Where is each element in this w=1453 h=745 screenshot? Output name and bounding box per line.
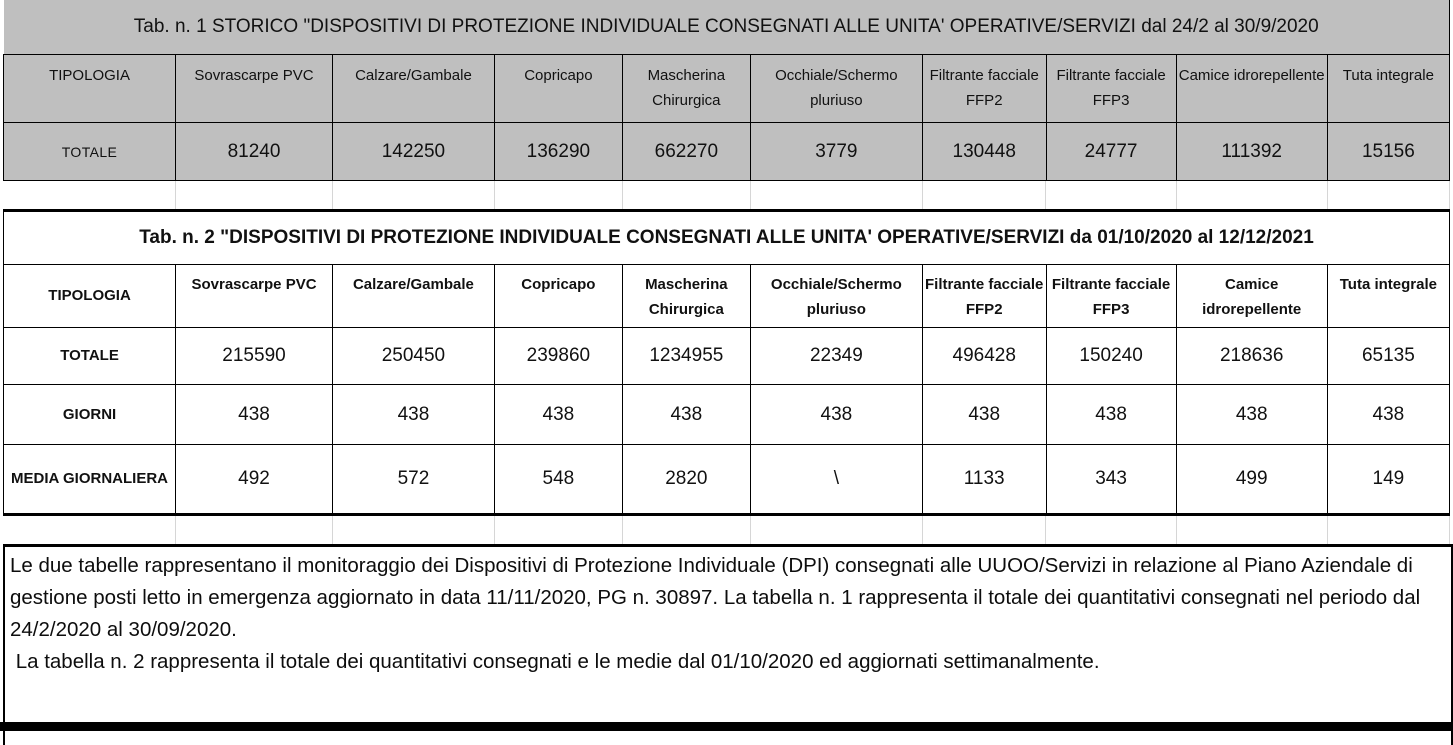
table2-value-cell: 215590 [176,328,333,385]
table2-value-cell: 1133 [922,445,1046,515]
table1-totale-row [4,123,1450,181]
table2-header-row [4,265,1450,328]
table1-value-cell: 662270 [622,123,750,181]
table2-value-cell: 548 [494,445,622,515]
table2-totale-row [4,328,1450,385]
table2-value-cell: 239860 [494,328,622,385]
spacer-row [3,181,1450,209]
table1-header-occhiale: Occhiale/Schermo pluriuso [750,55,922,123]
table2-value-cell: 492 [176,445,333,515]
table2-value-cell: 438 [622,385,750,445]
notes-paragraph-2: La tabella n. 2 rappresenta il totale dei quantitativi consegnati e le medie dal 01/10/2020 ed aggiornati settimanalmente. [10,649,1100,673]
table1-value-cell: 142250 [332,123,494,181]
table2-header-mascherina: Mascherina Chirurgica [622,265,750,328]
table2-value-cell: 496428 [922,328,1046,385]
table2-value-cell: 438 [176,385,333,445]
table1-header-mascherina: Mascherina Chirurgica [622,55,750,123]
table1-value-cell: 3779 [750,123,922,181]
table2-row-label: MEDIA GIORNALIERA [4,445,176,515]
table2-header-ffp3: Filtrante facciale FFP3 [1046,265,1176,328]
table1-header-tuta: Tuta integrale [1327,55,1449,123]
table2-media-row [4,445,1450,515]
table1-header-sovrascarpe: Sovrascarpe PVC [176,55,333,123]
table1-value-cell: 136290 [494,123,622,181]
table2-value-cell: 22349 [750,328,922,385]
table1-value-cell: 15156 [1327,123,1449,181]
table1-value-cell: 130448 [922,123,1046,181]
table1-value-cell: 111392 [1176,123,1327,181]
table1-header-copricapo: Copricapo [494,55,622,123]
table2-value-cell: 499 [1176,445,1327,515]
table2-title: Tab. n. 2 "DISPOSITIVI DI PROTEZIONE INDIVIDUALE CONSEGNATI ALLE UNITA' OPERATIVE/SERVIZI da 01/10/2020 al 12/12/2021 [4,211,1450,265]
table2-value-cell: 438 [750,385,922,445]
table2-value-cell: 150240 [1046,328,1176,385]
table2-value-cell: 438 [1046,385,1176,445]
table1-header-camice: Camice idrorepellente [1176,55,1327,123]
spacer-cells [3,181,1450,209]
table1-value-cell: 24777 [1046,123,1176,181]
table2-row-label: TOTALE [4,328,176,385]
table2-value-cell: 438 [922,385,1046,445]
table-2-corrente [3,209,1450,516]
table2-title-row [4,211,1450,265]
table2-row-label: GIORNI [4,385,176,445]
spacer-cells [3,516,1450,544]
notes-box [3,544,1453,745]
bottom-border-bar [0,722,1453,731]
table2-value-cell: 438 [1176,385,1327,445]
table2-header-calzare: Calzare/Gambale [332,265,494,328]
table2-value-cell: 438 [494,385,622,445]
table2-header-ffp2: Filtrante facciale FFP2 [922,265,1046,328]
table2-header-tipologia: TIPOLOGIA [4,265,176,328]
table1-header-row [4,55,1450,123]
table1-header-tipologia: TIPOLOGIA [4,55,176,123]
table1-header-ffp3: Filtrante facciale FFP3 [1046,55,1176,123]
table2-value-cell: 438 [1327,385,1449,445]
table2-value-cell: 2820 [622,445,750,515]
table2-value-cell: 149 [1327,445,1449,515]
table2-value-cell: \ [750,445,922,515]
table2-value-cell: 343 [1046,445,1176,515]
table1-header-ffp2: Filtrante facciale FFP2 [922,55,1046,123]
table2-value-cell: 572 [332,445,494,515]
table2-header-occhiale: Occhiale/Schermo pluriuso [750,265,922,328]
table2-header-copricapo: Copricapo [494,265,622,328]
table2-value-cell: 438 [332,385,494,445]
table2-value-cell: 65135 [1327,328,1449,385]
table2-header-tuta: Tuta integrale [1327,265,1449,328]
notes-paragraph-1: Le due tabelle rappresentano il monitoraggio dei Dispositivi di Protezione Individuale (DPI) consegnati alle UUOO/Servizi in relazione al Piano Aziendale di gestione posti letto in emergenza aggiornato in data 11/11/2020, PG n. 30897. La tabella n. 1 rappresenta il totale dei quantitativi consegnati nel periodo dal 24/2/2020 al 30/09/2020. [10,554,1426,641]
table2-header-camice: Camice idrorepellente [1176,265,1327,328]
spacer-row [3,516,1450,544]
table2-value-cell: 218636 [1176,328,1327,385]
table2-header-sovrascarpe: Sovrascarpe PVC [176,265,333,328]
table1-title-row [4,0,1450,55]
table1-header-calzare: Calzare/Gambale [332,55,494,123]
table1-row-label: TOTALE [4,123,176,181]
table2-giorni-row [4,385,1450,445]
table2-value-cell: 250450 [332,328,494,385]
table1-title: Tab. n. 1 STORICO "DISPOSITIVI DI PROTEZIONE INDIVIDUALE CONSEGNATI ALLE UNITA' OPERATIVE/SERVIZI dal 24/2 al 30/9/2020 [4,0,1450,55]
table-1-storico [3,0,1450,181]
table1-value-cell: 81240 [176,123,333,181]
table2-value-cell: 1234955 [622,328,750,385]
